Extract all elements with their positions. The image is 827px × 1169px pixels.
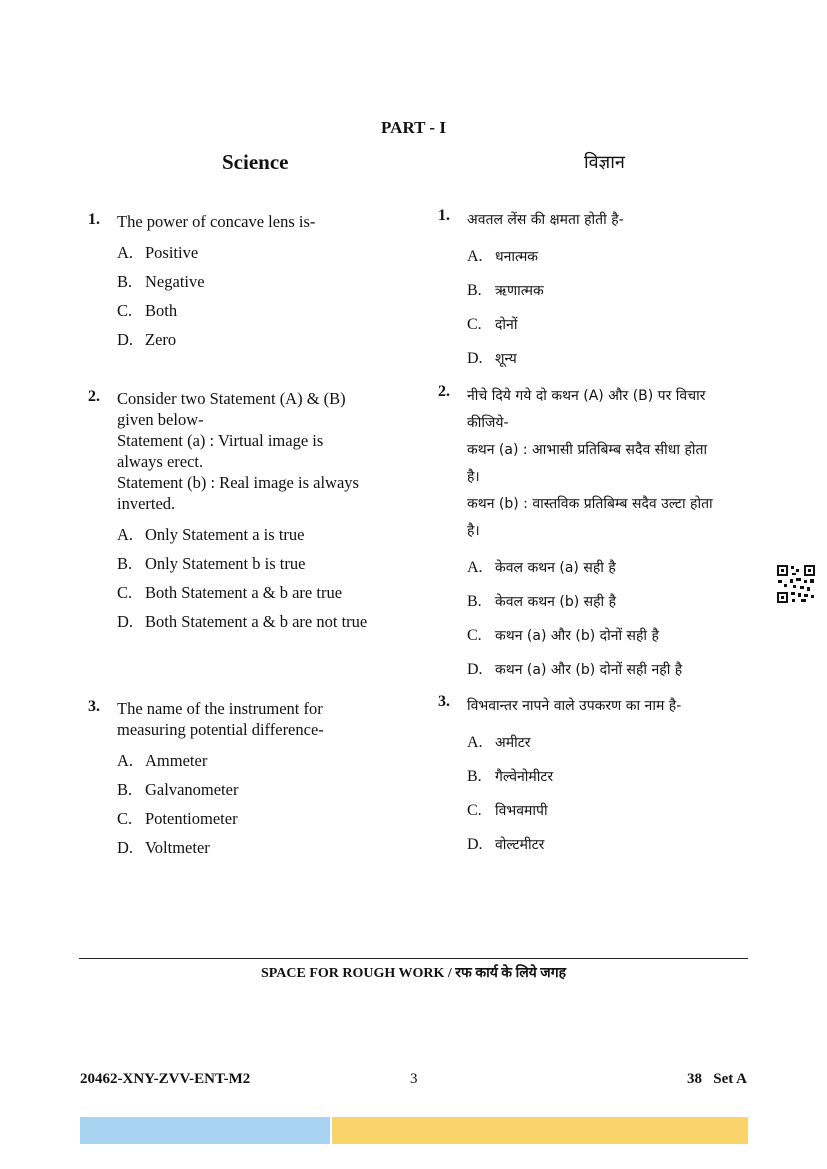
option-letter: C. <box>117 809 133 828</box>
question-stem-line: measuring potential difference- <box>117 720 324 739</box>
option-a <box>117 238 388 267</box>
option-letter: B. <box>467 282 482 299</box>
question-stem <box>117 211 388 232</box>
question-hi-2 <box>438 383 758 687</box>
question-stem-line: Statement (b) : Real image is always <box>117 473 359 492</box>
option-text: Both Statement a & b are not true <box>145 612 368 631</box>
option-letter: D. <box>467 836 483 853</box>
option-d <box>117 325 388 354</box>
question-stem-line: कीजिये- <box>467 415 509 431</box>
option-c <box>467 619 758 653</box>
option-text: Voltmeter <box>145 838 210 857</box>
question-stem-line: Consider two Statement (A) & (B) <box>117 389 346 408</box>
option-text: वोल्टमीटर <box>495 837 545 853</box>
question-stem <box>467 383 758 545</box>
option-letter: D. <box>117 612 134 631</box>
option-letter: D. <box>467 350 483 367</box>
option-letter: A. <box>117 243 134 262</box>
option-c <box>117 296 388 325</box>
footer-bar-blue <box>80 1117 330 1144</box>
question-number: 3. <box>88 698 100 715</box>
option-text: धनात्मक <box>495 249 539 265</box>
option-text: Zero <box>145 330 177 349</box>
question-number: 1. <box>88 211 100 228</box>
question-stem-line: अवतल लेंस की क्षमता होती है- <box>467 212 624 228</box>
option-text: केवल कथन (b) सही है <box>495 594 617 610</box>
option-letter: C. <box>117 583 133 602</box>
question-stem <box>467 207 758 234</box>
option-letter: D. <box>467 661 483 678</box>
option-letter: A. <box>117 751 134 770</box>
question-stem-line: The power of concave lens is- <box>117 212 316 231</box>
section-title-en: Science <box>222 150 289 174</box>
option-a <box>467 551 758 585</box>
option-b <box>467 585 758 619</box>
question-en-2 <box>88 388 388 636</box>
option-text: Only Statement b is true <box>145 554 306 573</box>
option-text: Galvanometer <box>145 780 239 799</box>
question-stem-line: The name of the instrument for <box>117 699 323 718</box>
question-number: 2. <box>438 383 450 400</box>
option-text: केवल कथन (a) सही है <box>495 560 616 576</box>
option-d <box>117 607 388 636</box>
option-text: ऋणात्मक <box>495 283 544 299</box>
question-stem-line: always erect. <box>117 452 204 471</box>
option-text: कथन (a) और (b) दोनों सही नही है <box>495 662 683 678</box>
option-letter: A. <box>117 525 134 544</box>
option-text: Potentiometer <box>145 809 238 828</box>
option-letter: B. <box>117 554 133 573</box>
qr-code-icon <box>776 564 816 604</box>
question-stem-line: है। <box>467 469 480 485</box>
question-stem <box>117 388 388 514</box>
option-letter: C. <box>117 301 133 320</box>
question-hi-1 <box>438 207 758 376</box>
question-stem <box>467 693 758 720</box>
option-d <box>117 833 388 862</box>
option-text: Ammeter <box>145 751 208 770</box>
question-number: 3. <box>438 693 450 710</box>
option-letter: B. <box>467 768 482 785</box>
option-letter: C. <box>467 316 482 333</box>
option-text: कथन (a) और (b) दोनों सही है <box>495 628 659 644</box>
question-en-3 <box>88 698 388 862</box>
option-b <box>117 775 388 804</box>
footer-page-number: 3 <box>410 1071 418 1087</box>
option-c <box>467 308 758 342</box>
option-letter: A. <box>467 559 483 576</box>
option-b <box>467 760 758 794</box>
question-stem-line: है। <box>467 523 480 539</box>
option-a <box>467 726 758 760</box>
rough-work-divider <box>79 958 748 959</box>
option-b <box>117 267 388 296</box>
option-d <box>467 342 758 376</box>
question-stem-line: Statement (a) : Virtual image is <box>117 431 324 450</box>
part-title: PART - I <box>381 118 446 137</box>
question-stem-line: नीचे दिये गये दो कथन (A) और (B) पर विचार <box>467 388 706 404</box>
option-text: Both <box>145 301 178 320</box>
section-title-hi: विज्ञान <box>584 152 625 173</box>
option-a <box>117 520 388 549</box>
question-stem-line: कथन (a) : आभासी प्रतिबिम्ब सदैव सीधा होता <box>467 442 708 458</box>
option-c <box>117 804 388 833</box>
option-a <box>467 240 758 274</box>
option-c <box>467 794 758 828</box>
question-stem-line: given below- <box>117 410 204 429</box>
option-text: Negative <box>145 272 205 291</box>
option-letter: D. <box>117 838 134 857</box>
option-text: Positive <box>145 243 199 262</box>
question-en-1 <box>88 211 388 354</box>
option-text: अमीटर <box>495 735 531 751</box>
option-letter: B. <box>117 272 133 291</box>
question-hi-3 <box>438 693 758 862</box>
option-d <box>467 828 758 862</box>
question-stem <box>117 698 388 740</box>
option-text: दोनों <box>495 317 518 333</box>
question-number: 2. <box>88 388 100 405</box>
option-c <box>117 578 388 607</box>
option-letter: C. <box>467 802 482 819</box>
footer-bar-yellow <box>332 1117 748 1144</box>
question-stem-line: विभवान्तर नापने वाले उपकरण का नाम है- <box>467 698 682 714</box>
option-letter: B. <box>467 593 482 610</box>
rough-work-label: SPACE FOR ROUGH WORK / रफ कार्य के लिये जगह <box>260 966 567 981</box>
option-text: Both Statement a & b are true <box>145 583 343 602</box>
question-stem-line: कथन (b) : वास्तविक प्रतिबिम्ब सदैव उल्टा होता <box>467 496 713 512</box>
option-b <box>467 274 758 308</box>
option-text: गैल्वेनोमीटर <box>495 769 554 785</box>
option-letter: A. <box>467 248 483 265</box>
option-text: Only Statement a is true <box>145 525 305 544</box>
option-b <box>117 549 388 578</box>
option-letter: B. <box>117 780 133 799</box>
question-stem-line: inverted. <box>117 494 176 513</box>
option-letter: A. <box>467 734 483 751</box>
footer-paper-code: 20462-XNY-ZVV-ENT-M2 <box>80 1071 251 1087</box>
footer-set: 38 Set A <box>687 1071 747 1087</box>
option-a <box>117 746 388 775</box>
question-number: 1. <box>438 207 450 224</box>
option-text: शून्य <box>495 351 517 367</box>
option-letter: C. <box>467 627 482 644</box>
option-letter: D. <box>117 330 134 349</box>
option-d <box>467 653 758 687</box>
option-text: विभवमापी <box>495 803 548 819</box>
